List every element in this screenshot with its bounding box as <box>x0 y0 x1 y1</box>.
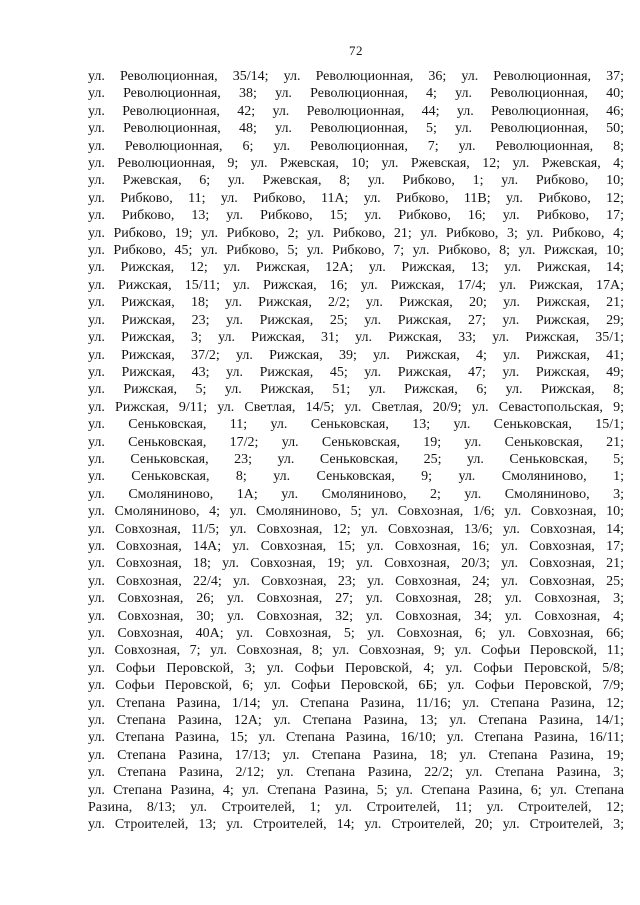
text-line: ул. Степана Разина, 4; ул. Степана Разина, 5; ул. Степана Разина, 6; ул. Степана <box>88 782 624 798</box>
text-line: ул. Рижская, 12; ул. Рижская, 12А; ул. Рижская, 13; ул. Рижская, 14; <box>88 260 624 276</box>
text-line: ул. Рибково, 13; ул. Рибково, 15; ул. Рибково, 16; ул. Рибково, 17; <box>88 208 624 224</box>
text-line: ул. Революционная, 9; ул. Ржевская, 10; ул. Ржевская, 12; ул. Ржевская, 4; <box>88 156 624 172</box>
text-line: ул. Совхозная, 40А; ул. Совхозная, 5; ул. Совхозная, 6; ул. Совхозная, 66; <box>88 626 624 641</box>
text-line: ул. Совхозная, 22/4; ул. Совхозная, 23; ул. Совхозная, 24; ул. Совхозная, 25; <box>88 573 624 589</box>
text-line: ул. Ржевская, 6; ул. Ржевская, 8; ул. Рибково, 1; ул. Рибково, 10; <box>88 173 624 189</box>
address-paragraph <box>88 68 624 834</box>
text-line: ул. Рижская, 37/2; ул. Рижская, 39; ул. Рижская, 4; ул. Рижская, 41; <box>88 347 624 363</box>
text-line: ул. Революционная, 6; ул. Революционная, 7; ул. Революционная, 8; <box>88 138 624 154</box>
text-line: ул. Рижская, 5; ул. Рижская, 51; ул. Рижская, 6; ул. Рижская, 8; <box>88 382 624 398</box>
text-line: ул. Рижская, 23; ул. Рижская, 25; ул. Рижская, 27; ул. Рижская, 29; <box>88 312 624 328</box>
text-line: ул. Строителей, 13; ул. Строителей, 14; ул. Строителей, 20; ул. Строителей, 3; <box>88 817 624 833</box>
text-line: ул. Смоляниново, 1А; ул. Смоляниново, 2; ул. Смоляниново, 3; <box>88 486 624 502</box>
text-line: ул. Сеньковская, 8; ул. Сеньковская, 9; ул. Смоляниново, 1; <box>88 469 624 485</box>
text-line: ул. Сеньковская, 23; ул. Сеньковская, 25; ул. Сеньковская, 5; <box>88 451 624 467</box>
text-line: ул. Революционная, 48; ул. Революционная, 5; ул. Революционная, 50; <box>88 121 624 137</box>
text-line: ул. Рижская, 15/11; ул. Рижская, 16; ул. Рижская, 17/4; ул. Рижская, 17А; <box>88 277 624 293</box>
text-line: ул. Смоляниново, 4; ул. Смоляниново, 5; ул. Совхозная, 1/6; ул. Совхозная, 10; <box>88 504 624 520</box>
text-line: ул. Сеньковская, 11; ул. Сеньковская, 13; ул. Сеньковская, 15/1; <box>88 417 624 433</box>
text-line: ул. Совхозная, 14А; ул. Совхозная, 15; ул. Совхозная, 16; ул. Совхозная, 17; <box>88 538 624 554</box>
text-line: ул. Степана Разина, 2/12; ул. Степана Разина, 22/2; ул. Степана Разина, 3; <box>88 765 624 781</box>
text-line: ул. Рибково, 19; ул. Рибково, 2; ул. Рибково, 21; ул. Рибково, 3; ул. Рибково, 4; <box>88 225 624 241</box>
text-line: ул. Совхозная, 11/5; ул. Совхозная, 12; ул. Совхозная, 13/6; ул. Совхозная, 14; <box>88 521 624 537</box>
page-number: 72 <box>349 43 363 58</box>
text-line: ул. Степана Разина, 17/13; ул. Степана Разина, 18; ул. Степана Разина, 19; <box>88 747 624 763</box>
text-line: ул. Рижская, 9/11; ул. Светлая, 14/5; ул. Светлая, 20/9; ул. Севастопольская, 9; <box>88 399 624 415</box>
text-line: ул. Рибково, 45; ул. Рибково, 5; ул. Рибково, 7; ул. Рибково, 8; ул. Рижская, 10; <box>88 243 624 259</box>
text-line: ул. Рижская, 3; ул. Рижская, 31; ул. Рижская, 33; ул. Рижская, 35/1; <box>88 330 624 346</box>
text-line: ул. Совхозная, 26; ул. Совхозная, 27; ул. Совхозная, 28; ул. Совхозная, 3; <box>88 591 624 607</box>
text-line: ул. Рибково, 11; ул. Рибково, 11А; ул. Рибково, 11В; ул. Рибково, 12; <box>88 190 624 206</box>
text-line: ул. Революционная, 35/14; ул. Революционная, 36; ул. Революционная, 37; <box>88 69 624 84</box>
text-line: Разина, 8/13; ул. Строителей, 1; ул. Строителей, 11; ул. Строителей, 12; <box>88 800 624 816</box>
text-line: ул. Софьи Перовской, 6; ул. Софьи Перовской, 6Б; ул. Софьи Перовской, 7/9; <box>88 678 624 694</box>
text-line: ул. Революционная, 42; ул. Революционная, 44; ул. Революционная, 46; <box>88 103 624 119</box>
text-line: ул. Рижская, 18; ул. Рижская, 2/2; ул. Рижская, 20; ул. Рижская, 21; <box>88 295 624 311</box>
text-line: ул. Степана Разина, 1/14; ул. Степана Разина, 11/16; ул. Степана Разина, 12; <box>88 695 624 711</box>
text-line: ул. Совхозная, 30; ул. Совхозная, 32; ул. Совхозная, 34; ул. Совхозная, 4; <box>88 608 624 624</box>
text-line: ул. Сеньковская, 17/2; ул. Сеньковская, 19; ул. Сеньковская, 21; <box>88 434 624 450</box>
text-line: ул. Степана Разина, 15; ул. Степана Разина, 16/10; ул. Степана Разина, 16/11; <box>88 730 624 746</box>
text-line: ул. Совхозная, 18; ул. Совхозная, 19; ул. Совхозная, 20/3; ул. Совхозная, 21; <box>88 556 624 572</box>
text-line: ул. Совхозная, 7; ул. Совхозная, 8; ул. Совхозная, 9; ул. Софьи Перовской, 11; <box>88 643 624 659</box>
text-line: ул. Революционная, 38; ул. Революционная, 4; ул. Революционная, 40; <box>88 86 624 102</box>
text-line: ул. Степана Разина, 12А; ул. Степана Разина, 13; ул. Степана Разина, 14/1; <box>88 713 624 729</box>
text-line: ул. Рижская, 43; ул. Рижская, 45; ул. Рижская, 47; ул. Рижская, 49; <box>88 364 624 380</box>
text-line: ул. Софьи Перовской, 3; ул. Софьи Перовской, 4; ул. Софьи Перовской, 5/8; <box>88 660 624 676</box>
